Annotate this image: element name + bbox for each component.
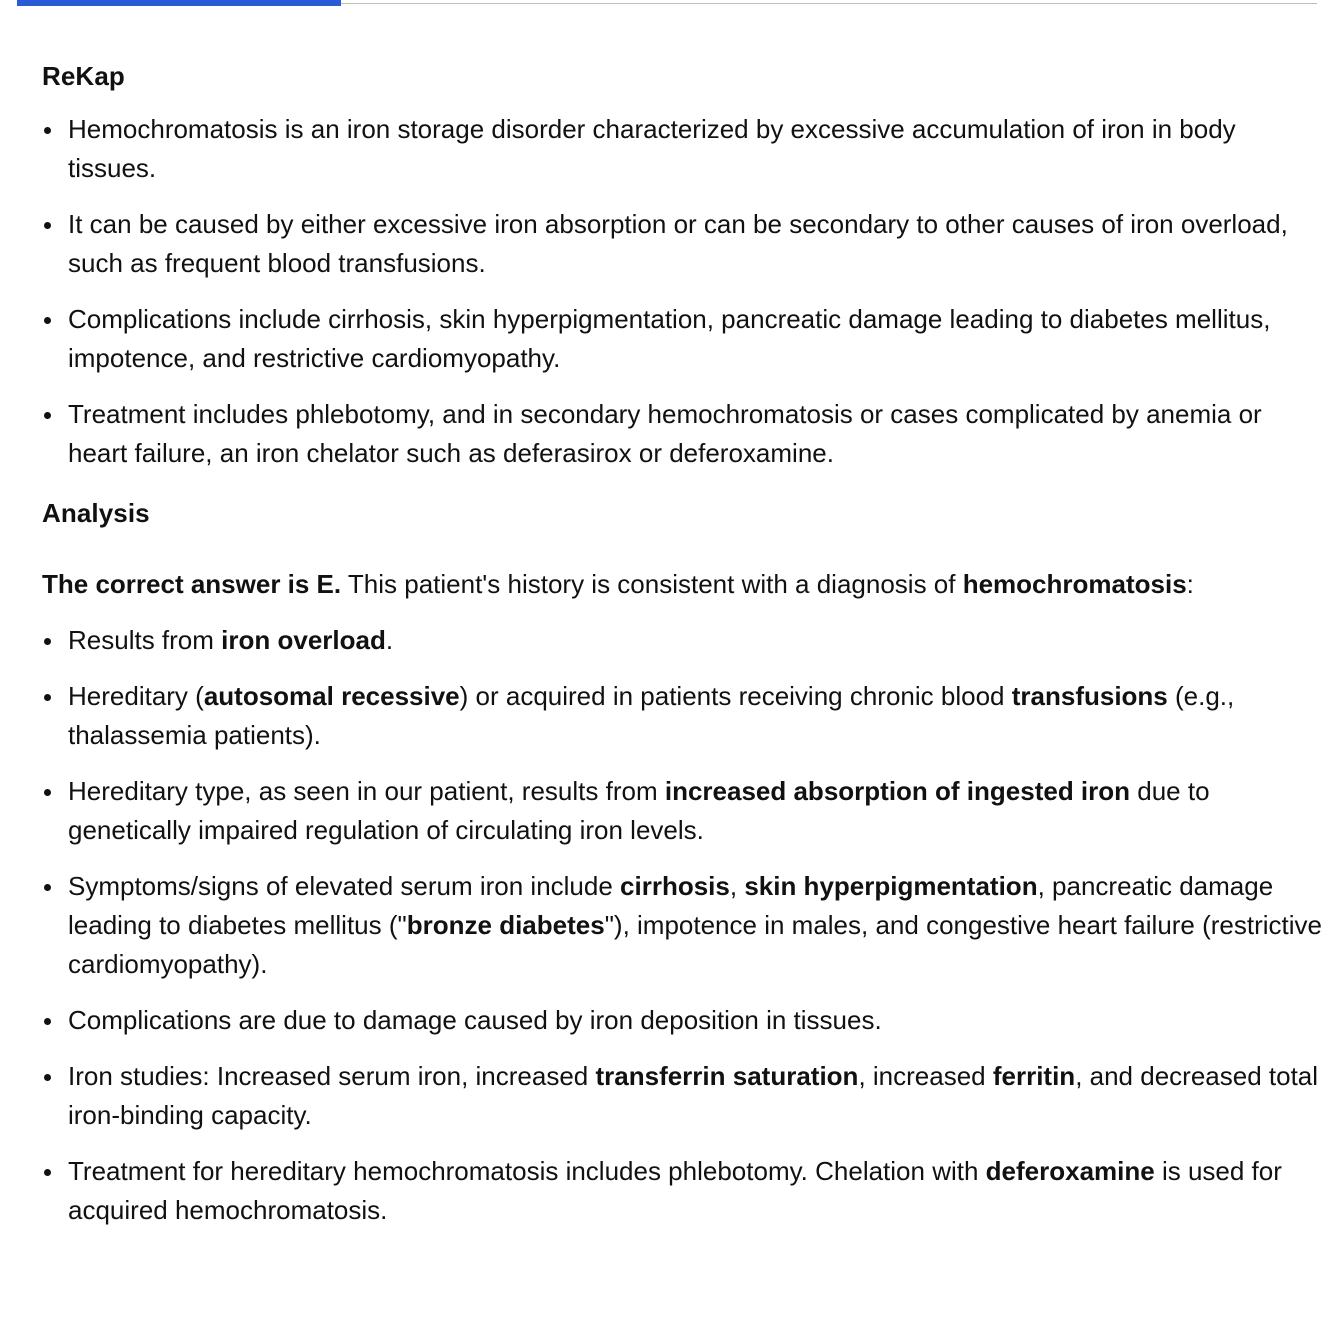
rekap-list	[42, 110, 1322, 473]
rekap-heading: ReKap	[42, 61, 125, 91]
analysis-item: Symptoms/signs of elevated serum iron include cirrhosis, skin hyperpigmentation, pancreatic damage leading to diabetes mellitus ("bronze diabetes"), impotence in males, and congestive heart failure (restrictive cardiomyopathy).	[42, 867, 1322, 984]
correct-answer-label: The correct answer is E.	[42, 569, 342, 599]
rekap-item: Complications include cirrhosis, skin hyperpigmentation, pancreatic damage leading to diabetes mellitus, impotence, and restrictive cardiomyopathy.	[42, 300, 1322, 378]
diagnosis-term: hemochromatosis	[962, 569, 1187, 599]
analysis-item: Treatment for hereditary hemochromatosis includes phlebotomy. Chelation with deferoxamine is used for acquired hemochromatosis.	[42, 1152, 1322, 1230]
analysis-item: Iron studies: Increased serum iron, increased transferrin saturation, increased ferritin, and decreased total iron-binding capacity.	[42, 1057, 1322, 1135]
analysis-item: Complications are due to damage caused by iron deposition in tissues.	[42, 1001, 1322, 1040]
analysis-item: Hereditary (autosomal recessive) or acquired in patients receiving chronic blood transfusions (e.g., thalassemia patients).	[42, 677, 1322, 755]
rekap-item: Hemochromatosis is an iron storage disorder characterized by excessive accumulation of iron in body tissues.	[42, 110, 1322, 188]
analysis-item: Hereditary type, as seen in our patient, results from increased absorption of ingested iron due to genetically impaired regulation of circulating iron levels.	[42, 772, 1322, 850]
analysis-list	[42, 621, 1322, 1230]
analysis-item: Results from iron overload.	[42, 621, 1322, 660]
rekap-item: It can be caused by either excessive iron absorption or can be secondary to other causes of iron overload, such as frequent blood transfusions.	[42, 205, 1322, 283]
rekap-item: Treatment includes phlebotomy, and in secondary hemochromatosis or cases complicated by anemia or heart failure, an iron chelator such as deferasirox or deferoxamine.	[42, 395, 1322, 473]
tab-bar	[17, 0, 1317, 6]
analysis-intro: The correct answer is E. This patient's history is consistent with a diagnosis of hemochromatosis:	[42, 569, 1194, 599]
analysis-heading: Analysis	[42, 498, 150, 528]
active-tab-indicator[interactable]	[17, 0, 341, 6]
explanation-content	[42, 56, 1322, 1230]
